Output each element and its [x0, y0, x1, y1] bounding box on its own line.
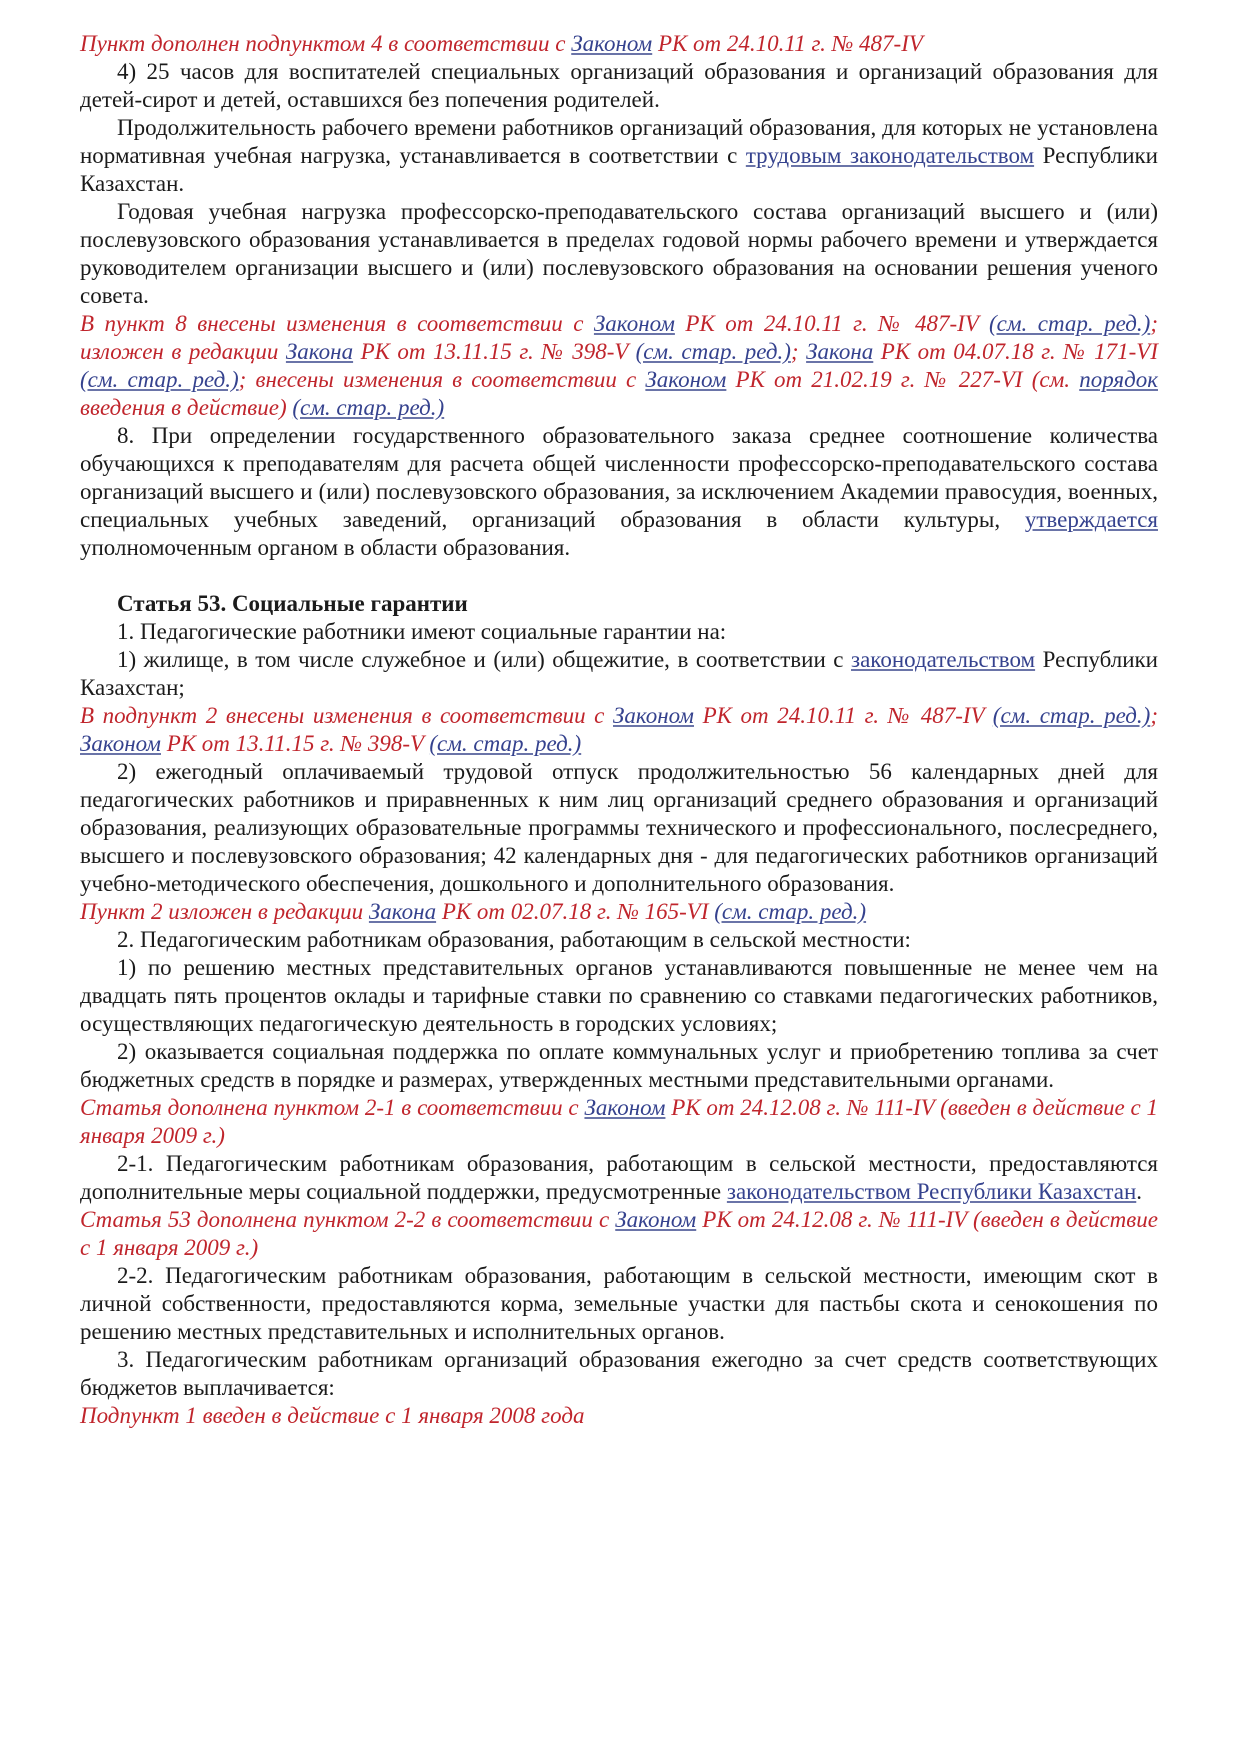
text-run: . [1136, 1179, 1143, 1204]
law-link[interactable]: Законом [615, 1207, 697, 1232]
old-version-link[interactable]: (см. стар. ред.) [635, 339, 791, 364]
text-run: Пункт 2 изложен в редакции [80, 899, 369, 924]
law-link[interactable]: Закона [368, 899, 437, 924]
text-run: РК от 24.12.08 г. № 111-IV (введен в действие с 1 января 2009 г.) [80, 1095, 1158, 1148]
text-run: 3. Педагогическим работникам организаций образования ежегодно за счет средств соответствующих бюджетов выплачивается: [80, 1347, 1158, 1400]
text-run: 8. При определении государственного образовательного заказа среднее соотношение количества обучающихся к преподавателям для расчета общей численности профессорско-преподавательского состава организаций высшего и (или) послевузовского образования, за исключением Академии правосудия, военных, специальных учебных заведений, организаций образования в области культуры, [80, 423, 1158, 532]
text-run: РК от 24.10.11 г. № 487-IV [674, 311, 989, 336]
text-run: В подпункт 2 внесены изменения в соответствии с [80, 703, 613, 728]
body-paragraph [80, 198, 1158, 310]
body-paragraph [80, 114, 1158, 198]
text-run: РК от 24.10.11 г. № 487-IV [652, 31, 923, 56]
amendment-note [80, 1094, 1158, 1150]
text-run: РК от 02.07.18 г. № 165-VI [436, 899, 715, 924]
legislation-link[interactable]: законодательством Республики Казахстан [726, 1179, 1137, 1204]
text-run: 4) 25 часов для воспитателей специальных организаций образования и организаций образования для детей-сирот и детей, оставшихся без попечения родителей. [80, 59, 1158, 112]
text-run: ; изложен в редакции [80, 311, 1158, 364]
old-version-link[interactable]: (см. стар. ред.) [80, 367, 239, 392]
text-run: 2) ежегодный оплачиваемый трудовой отпуск продолжительностью 56 календарных дней для педагогических работников и приравненных к ним лиц организаций среднего образования и организаций образования, реализующих образовательные программы технического и профессионального, послесреднего, высшего и послевузовского образования; 42 календарных дня - для педагогических работников организаций учебно-методического обеспечения, дошкольного и дополнительного образования. [80, 759, 1158, 896]
text-run: Продолжительность рабочего времени работников организаций образования, для которых не установлена нормативная учебная нагрузка, устанавливается в соответствии с [80, 115, 1158, 168]
text-run: Статья дополнена пунктом 2-1 в соответствии с [80, 1095, 585, 1120]
text-run: 2-1. Педагогическим работникам образования, работающим в сельской местности, предоставляются дополнительные меры социальной поддержки, предусмотренные [80, 1151, 1158, 1204]
law-link[interactable]: Законом [593, 311, 675, 336]
body-paragraph [80, 1346, 1158, 1402]
old-version-link[interactable]: (см. стар. ред.) [429, 731, 582, 756]
amendment-note [80, 310, 1158, 422]
body-paragraph [80, 422, 1158, 562]
amendment-note [80, 1402, 1158, 1430]
text-run: РК от 04.07.18 г. № 171-VI [873, 339, 1159, 364]
document-body [80, 30, 1158, 1430]
text-run: РК от 21.02.19 г. № 227-VI (см. [726, 367, 1080, 392]
text-run: ; [790, 339, 807, 364]
law-link[interactable]: Законом [584, 1095, 666, 1120]
body-paragraph [80, 1038, 1158, 1094]
text-run: Годовая учебная нагрузка профессорско-преподавательского состава организаций высшего и (или) послевузовского образования устанавливается в пределах годовой нормы рабочего времени и утверждается руководителем организации высшего и (или) послевузовского образования на основании решения ученого совета. [80, 199, 1158, 308]
body-paragraph [80, 1262, 1158, 1346]
text-run: уполномоченным органом в области образования. [80, 535, 571, 560]
law-link[interactable]: Законом [80, 731, 161, 756]
amendment-note [80, 1206, 1158, 1262]
body-paragraph [80, 926, 1158, 954]
text-run: РК от 13.11.15 г. № 398-V [353, 339, 636, 364]
text-run: 2) оказывается социальная поддержка по оплате коммунальных услуг и приобретению топлива за счет бюджетных средств в порядке и размерах, утвержденных местными представительными органами. [80, 1039, 1158, 1092]
old-version-link[interactable]: (см. стар. ред.) [988, 311, 1151, 336]
text-run: ; внесены изменения в соответствии с [238, 367, 646, 392]
text-run: 1) жилище, в том числе служебное и (или) общежитие, в соответствии с [117, 647, 852, 672]
old-version-link[interactable]: (см. стар. ред.) [292, 395, 445, 420]
body-paragraph [80, 1150, 1158, 1206]
body-paragraph [80, 758, 1158, 898]
article-heading [80, 590, 1158, 618]
law-link[interactable]: Законом [571, 31, 653, 56]
text-run: 1) по решению местных представительных органов устанавливаются повышенные не менее чем на двадцать пять процентов оклады и тарифные ставки по сравнению со ставками педагогических работников, осуществляющих педагогическую деятельность в городских условиях; [80, 955, 1158, 1036]
amendment-note [80, 702, 1158, 758]
text-run: введения в действие) [80, 395, 293, 420]
legislation-link[interactable]: законодательством [851, 647, 1036, 672]
amendment-note [80, 898, 1158, 926]
text-run: РК от 24.10.11 г. № 487-IV [693, 703, 993, 728]
enactment-order-link[interactable]: порядок [1079, 367, 1158, 392]
body-paragraph [80, 618, 1158, 646]
approved-by-link[interactable]: утверждается [1024, 507, 1158, 532]
body-paragraph [80, 954, 1158, 1038]
law-link[interactable]: Законом [613, 703, 694, 728]
text-run: 1. Педагогические работники имеют социальные гарантии на: [117, 619, 727, 644]
text-run: Статья 53. Социальные гарантии [117, 591, 468, 616]
law-link[interactable]: Закона [285, 339, 354, 364]
law-link[interactable]: Закона [806, 339, 874, 364]
text-run: 2-2. Педагогическим работникам образования, работающим в сельской местности, имеющим скот в личной собственности, предоставляются корма, земельные участки для пастьбы скота и сенокошения по решению местных представительных и исполнительных органов. [80, 1263, 1158, 1344]
text-run: В пункт 8 внесены изменения в соответствии с [80, 311, 594, 336]
text-run: Республики Казахстан; [80, 647, 1158, 700]
law-link[interactable]: Законом [645, 367, 727, 392]
labor-legislation-link[interactable]: трудовым законодательством [745, 143, 1035, 168]
body-paragraph [80, 58, 1158, 114]
text-run: ; [1150, 703, 1158, 728]
text-run: Республики Казахстан. [80, 143, 1158, 196]
text-run: Подпункт 1 введен в действие с 1 января 2008 года [80, 1403, 585, 1428]
text-run: Пункт дополнен подпунктом 4 в соответствии с [80, 31, 572, 56]
text-run: РК от 13.11.15 г. № 398-V [160, 731, 430, 756]
text-run: РК от 24.12.08 г. № 111-IV (введен в действие с 1 января 2009 г.) [80, 1207, 1158, 1260]
body-paragraph [80, 646, 1158, 702]
old-version-link[interactable]: (см. стар. ред.) [714, 899, 867, 924]
text-run: Статья 53 дополнена пунктом 2-2 в соответствии с [80, 1207, 616, 1232]
amendment-note [80, 30, 1158, 58]
text-run: 2. Педагогическим работникам образования, работающим в сельской местности: [117, 927, 911, 952]
old-version-link[interactable]: (см. стар. ред.) [992, 703, 1151, 728]
